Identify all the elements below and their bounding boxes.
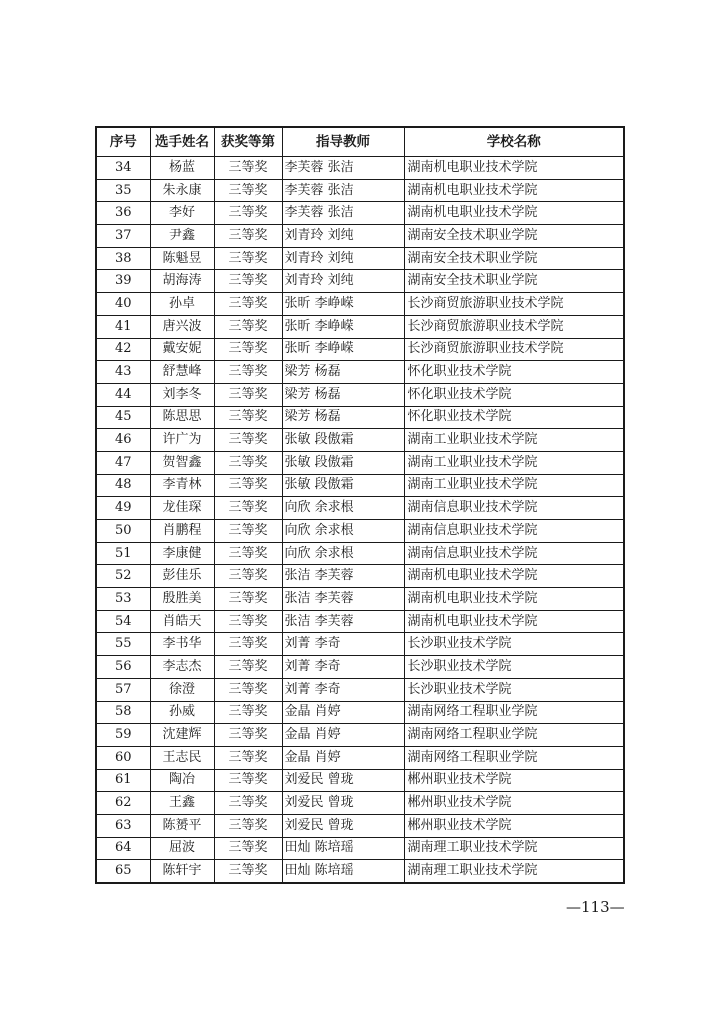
cell-contestant-name: 陈思思 <box>150 406 214 429</box>
cell-index: 49 <box>96 497 150 520</box>
cell-instructor: 刘菁 李奇 <box>282 678 404 701</box>
table-body <box>96 157 624 884</box>
table-row <box>96 565 624 588</box>
cell-award-level: 三等奖 <box>214 497 282 520</box>
cell-school-name: 湖南网络工程职业学院 <box>404 746 624 769</box>
cell-instructor: 张敏 段傲霜 <box>282 429 404 452</box>
cell-school-name: 湖南信息职业技术学院 <box>404 497 624 520</box>
cell-contestant-name: 沈建辉 <box>150 724 214 747</box>
cell-index: 64 <box>96 837 150 860</box>
cell-award-level: 三等奖 <box>214 542 282 565</box>
cell-index: 35 <box>96 179 150 202</box>
cell-school-name: 湖南网络工程职业学院 <box>404 701 624 724</box>
cell-instructor: 金晶 肖婷 <box>282 724 404 747</box>
table-row <box>96 474 624 497</box>
cell-contestant-name: 胡海涛 <box>150 270 214 293</box>
cell-school-name: 湖南安全技术职业学院 <box>404 247 624 270</box>
cell-school-name: 湖南信息职业技术学院 <box>404 542 624 565</box>
cell-award-level: 三等奖 <box>214 565 282 588</box>
cell-index: 62 <box>96 792 150 815</box>
table-row <box>96 361 624 384</box>
cell-index: 34 <box>96 157 150 180</box>
cell-contestant-name: 陶冶 <box>150 769 214 792</box>
cell-award-level: 三等奖 <box>214 361 282 384</box>
cell-index: 60 <box>96 746 150 769</box>
table-row <box>96 383 624 406</box>
cell-school-name: 长沙职业技术学院 <box>404 656 624 679</box>
cell-award-level: 三等奖 <box>214 701 282 724</box>
cell-school-name: 长沙商贸旅游职业技术学院 <box>404 338 624 361</box>
table-row <box>96 179 624 202</box>
cell-school-name: 怀化职业技术学院 <box>404 361 624 384</box>
cell-award-level: 三等奖 <box>214 746 282 769</box>
cell-school-name: 怀化职业技术学院 <box>404 406 624 429</box>
cell-instructor: 李芙蓉 张洁 <box>282 157 404 180</box>
cell-contestant-name: 屈波 <box>150 837 214 860</box>
cell-award-level: 三等奖 <box>214 315 282 338</box>
table-row <box>96 769 624 792</box>
table-row <box>96 293 624 316</box>
cell-award-level: 三等奖 <box>214 157 282 180</box>
cell-school-name: 湖南机电职业技术学院 <box>404 202 624 225</box>
table-row <box>96 338 624 361</box>
cell-school-name: 湖南机电职业技术学院 <box>404 610 624 633</box>
cell-contestant-name: 杨蓝 <box>150 157 214 180</box>
cell-school-name: 长沙职业技术学院 <box>404 633 624 656</box>
cell-contestant-name: 徐澄 <box>150 678 214 701</box>
cell-index: 61 <box>96 769 150 792</box>
cell-school-name: 郴州职业技术学院 <box>404 769 624 792</box>
table-row <box>96 225 624 248</box>
cell-award-level: 三等奖 <box>214 202 282 225</box>
cell-contestant-name: 肖皓天 <box>150 610 214 633</box>
cell-index: 59 <box>96 724 150 747</box>
table-row <box>96 633 624 656</box>
cell-contestant-name: 孙卓 <box>150 293 214 316</box>
header-contestant-name: 选手姓名 <box>150 127 214 157</box>
cell-award-level: 三等奖 <box>214 610 282 633</box>
table-row <box>96 656 624 679</box>
cell-index: 44 <box>96 383 150 406</box>
cell-award-level: 三等奖 <box>214 588 282 611</box>
table-row <box>96 520 624 543</box>
table-row <box>96 270 624 293</box>
header-index: 序号 <box>96 127 150 157</box>
cell-index: 45 <box>96 406 150 429</box>
cell-instructor: 金晶 肖婷 <box>282 746 404 769</box>
table-row <box>96 542 624 565</box>
cell-school-name: 湖南理工职业技术学院 <box>404 860 624 883</box>
cell-school-name: 长沙商贸旅游职业技术学院 <box>404 293 624 316</box>
table-row <box>96 814 624 837</box>
cell-contestant-name: 许广为 <box>150 429 214 452</box>
cell-instructor: 刘菁 李奇 <box>282 633 404 656</box>
cell-contestant-name: 殷胜美 <box>150 588 214 611</box>
page-number: —113— <box>566 898 625 916</box>
cell-school-name: 郴州职业技术学院 <box>404 792 624 815</box>
cell-contestant-name: 舒慧峰 <box>150 361 214 384</box>
cell-contestant-name: 彭佳乐 <box>150 565 214 588</box>
cell-school-name: 湖南安全技术职业学院 <box>404 225 624 248</box>
table-row <box>96 315 624 338</box>
cell-index: 51 <box>96 542 150 565</box>
cell-instructor: 张昕 李峥嵘 <box>282 315 404 338</box>
cell-instructor: 梁芳 杨磊 <box>282 383 404 406</box>
cell-contestant-name: 陈赟平 <box>150 814 214 837</box>
cell-award-level: 三等奖 <box>214 179 282 202</box>
cell-award-level: 三等奖 <box>214 678 282 701</box>
cell-instructor: 刘菁 李奇 <box>282 656 404 679</box>
cell-instructor: 田灿 陈培瑶 <box>282 837 404 860</box>
cell-instructor: 李芙蓉 张洁 <box>282 202 404 225</box>
cell-index: 41 <box>96 315 150 338</box>
table-row <box>96 588 624 611</box>
cell-index: 58 <box>96 701 150 724</box>
cell-index: 39 <box>96 270 150 293</box>
cell-school-name: 湖南机电职业技术学院 <box>404 157 624 180</box>
cell-school-name: 湖南工业职业技术学院 <box>404 451 624 474</box>
cell-instructor: 张昕 李峥嵘 <box>282 338 404 361</box>
cell-instructor: 刘青玲 刘纯 <box>282 270 404 293</box>
cell-school-name: 湖南信息职业技术学院 <box>404 520 624 543</box>
cell-award-level: 三等奖 <box>214 247 282 270</box>
cell-index: 54 <box>96 610 150 633</box>
cell-contestant-name: 唐兴波 <box>150 315 214 338</box>
cell-award-level: 三等奖 <box>214 724 282 747</box>
table-row <box>96 429 624 452</box>
cell-contestant-name: 李青林 <box>150 474 214 497</box>
table-row <box>96 701 624 724</box>
cell-index: 38 <box>96 247 150 270</box>
cell-contestant-name: 李康健 <box>150 542 214 565</box>
cell-index: 63 <box>96 814 150 837</box>
cell-instructor: 梁芳 杨磊 <box>282 361 404 384</box>
cell-award-level: 三等奖 <box>214 792 282 815</box>
header-instructor: 指导教师 <box>282 127 404 157</box>
cell-contestant-name: 王鑫 <box>150 792 214 815</box>
cell-contestant-name: 王志民 <box>150 746 214 769</box>
cell-contestant-name: 刘李冬 <box>150 383 214 406</box>
cell-index: 37 <box>96 225 150 248</box>
table-row <box>96 610 624 633</box>
cell-award-level: 三等奖 <box>214 520 282 543</box>
cell-award-level: 三等奖 <box>214 633 282 656</box>
award-table <box>95 126 625 884</box>
cell-award-level: 三等奖 <box>214 769 282 792</box>
cell-award-level: 三等奖 <box>214 474 282 497</box>
cell-index: 57 <box>96 678 150 701</box>
cell-instructor: 田灿 陈培瑶 <box>282 860 404 883</box>
cell-award-level: 三等奖 <box>214 270 282 293</box>
cell-school-name: 怀化职业技术学院 <box>404 383 624 406</box>
cell-contestant-name: 肖鹏程 <box>150 520 214 543</box>
cell-instructor: 张洁 李芙蓉 <box>282 565 404 588</box>
cell-contestant-name: 龙佳琛 <box>150 497 214 520</box>
cell-school-name: 湖南机电职业技术学院 <box>404 565 624 588</box>
cell-school-name: 湖南工业职业技术学院 <box>404 429 624 452</box>
cell-index: 36 <box>96 202 150 225</box>
cell-index: 48 <box>96 474 150 497</box>
cell-instructor: 张洁 李芙蓉 <box>282 588 404 611</box>
table-row <box>96 406 624 429</box>
cell-award-level: 三等奖 <box>214 225 282 248</box>
cell-contestant-name: 李志杰 <box>150 656 214 679</box>
cell-school-name: 郴州职业技术学院 <box>404 814 624 837</box>
cell-instructor: 张昕 李峥嵘 <box>282 293 404 316</box>
cell-index: 50 <box>96 520 150 543</box>
table-header-row <box>96 127 624 157</box>
cell-instructor: 刘爱民 曾珑 <box>282 814 404 837</box>
cell-instructor: 李芙蓉 张洁 <box>282 179 404 202</box>
cell-instructor: 张敏 段傲霜 <box>282 451 404 474</box>
cell-index: 56 <box>96 656 150 679</box>
table-row <box>96 202 624 225</box>
cell-contestant-name: 孙威 <box>150 701 214 724</box>
cell-instructor: 向欣 余求根 <box>282 497 404 520</box>
cell-index: 47 <box>96 451 150 474</box>
cell-instructor: 刘青玲 刘纯 <box>282 247 404 270</box>
cell-award-level: 三等奖 <box>214 837 282 860</box>
cell-award-level: 三等奖 <box>214 293 282 316</box>
cell-index: 52 <box>96 565 150 588</box>
cell-index: 43 <box>96 361 150 384</box>
table-row <box>96 678 624 701</box>
cell-instructor: 刘爱民 曾珑 <box>282 792 404 815</box>
cell-contestant-name: 贺智鑫 <box>150 451 214 474</box>
cell-award-level: 三等奖 <box>214 451 282 474</box>
table-row <box>96 837 624 860</box>
cell-contestant-name: 戴安妮 <box>150 338 214 361</box>
table-row <box>96 247 624 270</box>
table-row <box>96 497 624 520</box>
cell-index: 65 <box>96 860 150 883</box>
cell-school-name: 湖南理工职业技术学院 <box>404 837 624 860</box>
cell-award-level: 三等奖 <box>214 429 282 452</box>
cell-instructor: 向欣 余求根 <box>282 520 404 543</box>
cell-contestant-name: 尹鑫 <box>150 225 214 248</box>
cell-contestant-name: 陈魁昱 <box>150 247 214 270</box>
cell-school-name: 湖南工业职业技术学院 <box>404 474 624 497</box>
table-row <box>96 746 624 769</box>
cell-contestant-name: 李好 <box>150 202 214 225</box>
table-row <box>96 724 624 747</box>
cell-school-name: 湖南机电职业技术学院 <box>404 179 624 202</box>
cell-instructor: 梁芳 杨磊 <box>282 406 404 429</box>
cell-award-level: 三等奖 <box>214 860 282 883</box>
cell-index: 55 <box>96 633 150 656</box>
table-row <box>96 792 624 815</box>
cell-instructor: 刘青玲 刘纯 <box>282 225 404 248</box>
cell-school-name: 湖南网络工程职业学院 <box>404 724 624 747</box>
header-award-level: 获奖等第 <box>214 127 282 157</box>
cell-award-level: 三等奖 <box>214 656 282 679</box>
header-school-name: 学校名称 <box>404 127 624 157</box>
cell-school-name: 长沙商贸旅游职业技术学院 <box>404 315 624 338</box>
table-row <box>96 860 624 883</box>
cell-index: 53 <box>96 588 150 611</box>
cell-school-name: 湖南机电职业技术学院 <box>404 588 624 611</box>
table-row <box>96 157 624 180</box>
cell-contestant-name: 朱永康 <box>150 179 214 202</box>
cell-instructor: 向欣 余求根 <box>282 542 404 565</box>
cell-index: 42 <box>96 338 150 361</box>
cell-instructor: 刘爱民 曾珑 <box>282 769 404 792</box>
cell-index: 46 <box>96 429 150 452</box>
table-row <box>96 451 624 474</box>
cell-award-level: 三等奖 <box>214 406 282 429</box>
cell-index: 40 <box>96 293 150 316</box>
cell-award-level: 三等奖 <box>214 338 282 361</box>
cell-school-name: 湖南安全技术职业学院 <box>404 270 624 293</box>
cell-instructor: 张洁 李芙蓉 <box>282 610 404 633</box>
cell-contestant-name: 陈轩宇 <box>150 860 214 883</box>
cell-instructor: 张敏 段傲霜 <box>282 474 404 497</box>
cell-school-name: 长沙职业技术学院 <box>404 678 624 701</box>
cell-instructor: 金晶 肖婷 <box>282 701 404 724</box>
cell-award-level: 三等奖 <box>214 383 282 406</box>
cell-award-level: 三等奖 <box>214 814 282 837</box>
cell-contestant-name: 李书华 <box>150 633 214 656</box>
